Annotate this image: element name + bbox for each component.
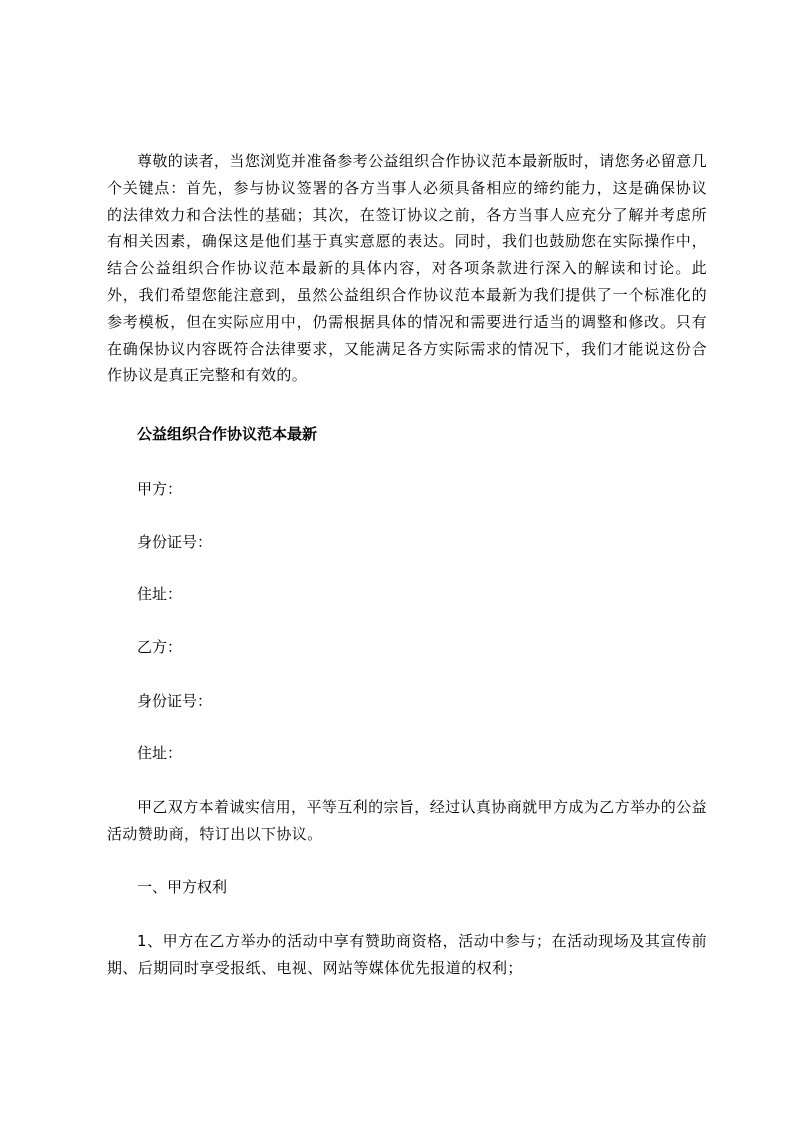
party-a-name-label: 甲方： <box>137 480 183 498</box>
party-b-id-label: 身份证号： <box>137 692 213 710</box>
document-page <box>107 148 707 389</box>
preamble-paragraph: 甲乙双方本着诚实信用，平等互利的宗旨，经过认真协商就甲方成为乙方举办的公益活动赞助商，特订出以下协议。 <box>107 798 707 843</box>
clause-1-paragraph: 1、甲方在乙方举办的活动中享有赞助商资格，活动中参与；在活动现场及其宣传前期、后期同时享受报纸、电视、网站等媒体优先报道的权利； <box>107 932 707 977</box>
party-a-address-label: 住址： <box>137 585 183 603</box>
party-a-id-label: 身份证号： <box>137 533 213 551</box>
document-title: 公益组织合作协议范本最新 <box>137 425 318 443</box>
section-heading-party-a-rights: 一、甲方权利 <box>137 878 228 896</box>
party-b-name-label: 乙方： <box>137 638 183 656</box>
party-b-address-label: 住址： <box>137 744 183 762</box>
intro-paragraph: 尊敬的读者，当您浏览并准备参考公益组织合作协议范本最新版时，请您务必留意几个关键点：首先，参与协议签署的各方当事人必须具备相应的缔约能力，这是确保协议的法律效力和合法性的基础；其次，在签订协议之前，各方当事人应充分了解并考虑所有相关因素，确保这是他们基于真实意愿的表达。同时，我们也鼓励您在实际操作中，结合公益组织合作协议范本最新的具体内容，对各项条款进行深入的解读和讨论。此外，我们希望您能注意到，虽然公益组织合作协议范本最新为我们提供了一个标准化的参考模板，但在实际应用中，仍需根据具体的情况和需要进行适当的调整和修改。只有在确保协议内容既符合法律要求，又能满足各方实际需求的情况下，我们才能说这份合作协议是真正完整和有效的。 <box>107 152 707 385</box>
